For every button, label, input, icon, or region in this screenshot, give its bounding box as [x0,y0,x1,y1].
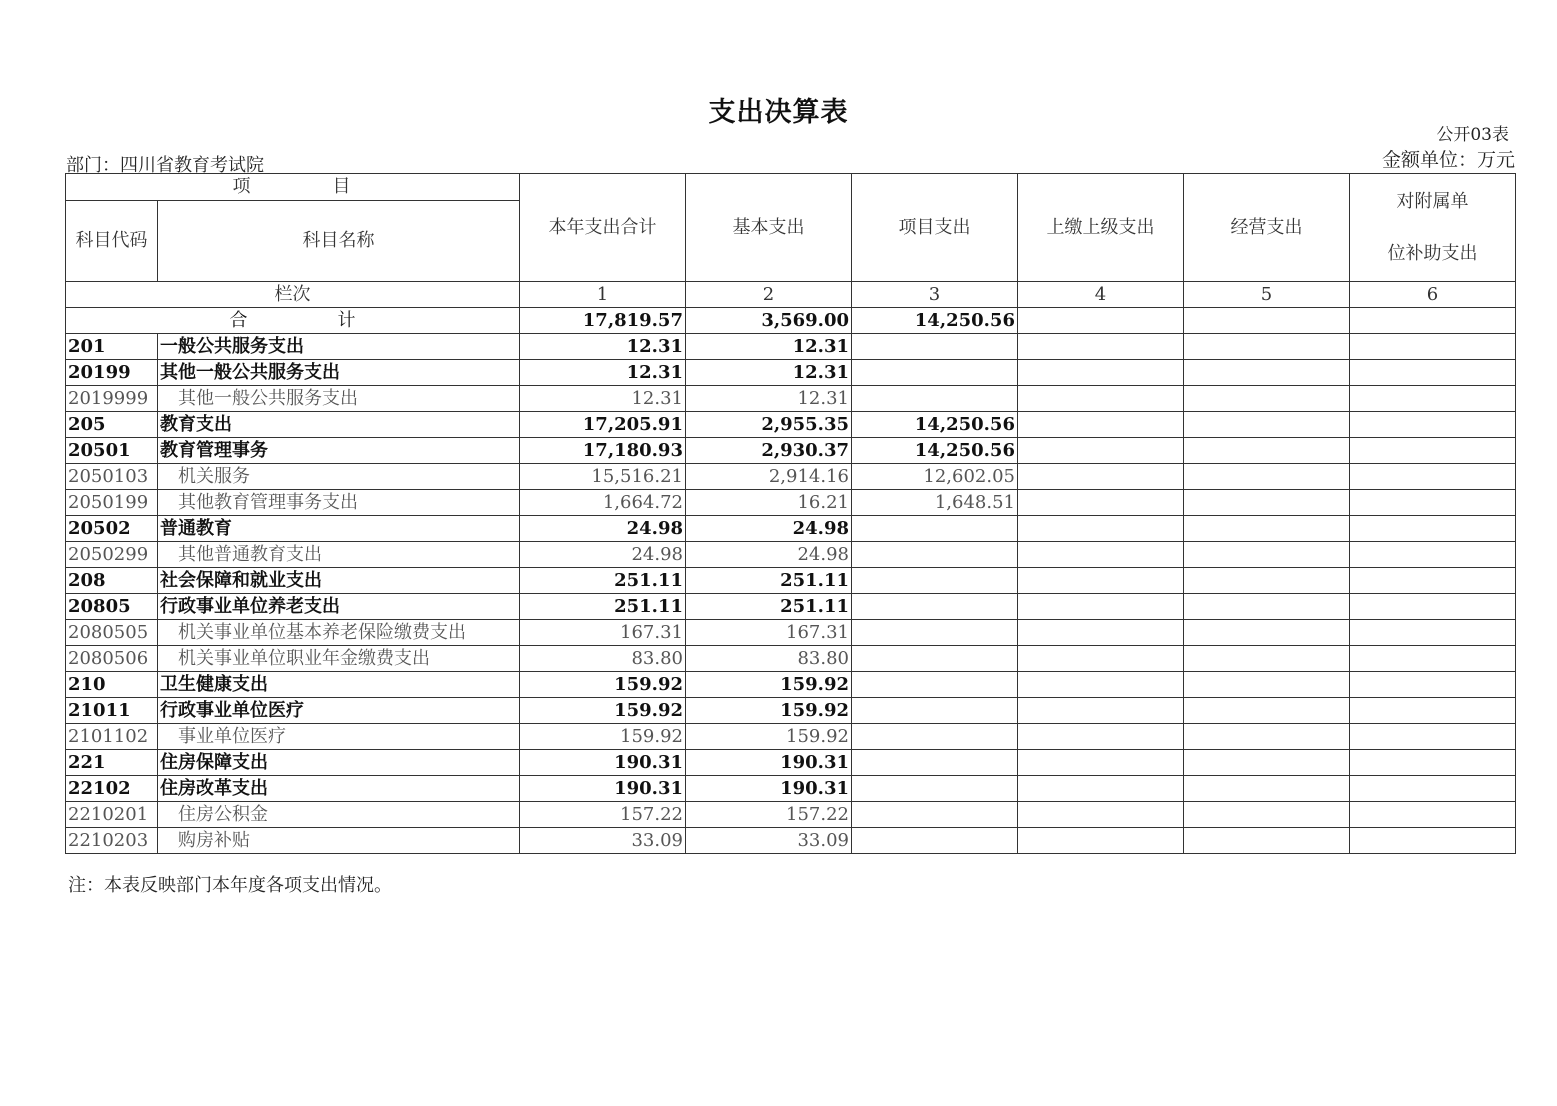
subject-code: 205 [66,412,158,438]
subject-name: 其他一般公共服务支出 [158,360,520,386]
amount-cell: 157.22 [520,802,686,828]
table-row [66,646,1516,672]
subject-code: 2050199 [66,490,158,516]
amount-cell [1184,516,1350,542]
total-value: 3,569.00 [686,308,852,334]
table-row [66,776,1516,802]
table-row [66,750,1516,776]
col-header-subsidy-line2: 位补助支出 [1387,242,1478,264]
col-header-operating: 经营支出 [1184,174,1350,282]
subject-name: 事业单位医疗 [158,724,520,750]
amount-cell [1350,776,1516,802]
amount-cell [1350,334,1516,360]
amount-cell [852,360,1018,386]
subject-name: 住房公积金 [158,802,520,828]
amount-cell [1184,438,1350,464]
subject-code: 201 [66,334,158,360]
amount-cell: 159.92 [520,698,686,724]
table-row [66,334,1516,360]
amount-cell: 16.21 [686,490,852,516]
subject-name: 行政事业单位养老支出 [158,594,520,620]
table-row [66,698,1516,724]
amount-cell: 159.92 [686,672,852,698]
subject-name: 教育管理事务 [158,438,520,464]
amount-cell [852,750,1018,776]
col-number: 3 [852,282,1018,308]
table-row [66,620,1516,646]
column-number-row [66,282,1516,308]
total-value: 14,250.56 [852,308,1018,334]
amount-cell [1350,490,1516,516]
amount-cell [1018,360,1184,386]
amount-cell: 24.98 [686,542,852,568]
amount-cell [1184,542,1350,568]
amount-cell [852,386,1018,412]
subject-name: 行政事业单位医疗 [158,698,520,724]
subject-code: 2019999 [66,386,158,412]
amount-cell [1184,490,1350,516]
subject-code: 20502 [66,516,158,542]
table-body [66,334,1516,854]
subject-name: 机关事业单位职业年金缴费支出 [158,646,520,672]
subject-code: 208 [66,568,158,594]
amount-cell [1184,698,1350,724]
amount-cell [1184,724,1350,750]
amount-cell: 2,930.37 [686,438,852,464]
amount-cell [1184,828,1350,854]
amount-cell: 159.92 [686,698,852,724]
col-header-subsidy-line1: 对附属单 [1396,190,1469,212]
amount-cell [1018,412,1184,438]
department-label: 部门：四川省教育考试院 [66,155,264,176]
row-label: 栏次 [66,282,520,308]
subject-code: 221 [66,750,158,776]
amount-cell [852,542,1018,568]
amount-cell [1018,334,1184,360]
amount-cell: 17,205.91 [520,412,686,438]
amount-cell [1018,438,1184,464]
amount-cell: 167.31 [520,620,686,646]
amount-cell [1018,698,1184,724]
amount-cell [1350,386,1516,412]
amount-cell [852,828,1018,854]
group-header: 项 目 [66,174,520,201]
amount-cell [1350,698,1516,724]
subject-name: 普通教育 [158,516,520,542]
amount-cell [1018,516,1184,542]
total-value [1018,308,1184,334]
amount-cell [1018,828,1184,854]
amount-cell [1184,568,1350,594]
amount-cell [1184,464,1350,490]
form-number: 公开03表 [1436,125,1509,145]
amount-cell [1350,802,1516,828]
amount-cell [1018,802,1184,828]
amount-cell [1350,620,1516,646]
subject-name: 机关事业单位基本养老保险缴费支出 [158,620,520,646]
amount-cell: 17,180.93 [520,438,686,464]
table-row [66,438,1516,464]
amount-cell [1350,646,1516,672]
subject-name: 住房改革支出 [158,776,520,802]
amount-cell [852,698,1018,724]
amount-cell: 24.98 [520,542,686,568]
amount-cell [852,594,1018,620]
amount-cell: 12,602.05 [852,464,1018,490]
amount-cell [1350,438,1516,464]
table-row [66,490,1516,516]
subject-name: 其他一般公共服务支出 [158,386,520,412]
amount-cell [852,672,1018,698]
page-title: 支出决算表 [708,97,849,128]
amount-cell [1018,568,1184,594]
col-header-subsidy [1350,174,1516,282]
col-header-project: 项目支出 [852,174,1018,282]
subject-name: 购房补贴 [158,828,520,854]
amount-cell: 12.31 [520,360,686,386]
amount-cell: 14,250.56 [852,438,1018,464]
subject-code: 20805 [66,594,158,620]
col-number: 1 [520,282,686,308]
amount-cell: 83.80 [520,646,686,672]
subject-name: 一般公共服务支出 [158,334,520,360]
subject-name: 其他教育管理事务支出 [158,490,520,516]
col-number: 6 [1350,282,1516,308]
amount-cell: 12.31 [686,334,852,360]
col-header-total: 本年支出合计 [520,174,686,282]
amount-cell [1018,672,1184,698]
amount-cell [1184,360,1350,386]
amount-cell: 190.31 [686,776,852,802]
subject-code: 2210201 [66,802,158,828]
table-row [66,386,1516,412]
table-row [66,724,1516,750]
amount-cell [852,568,1018,594]
amount-cell [1350,568,1516,594]
table-row [66,464,1516,490]
amount-cell: 2,955.35 [686,412,852,438]
amount-cell: 251.11 [686,594,852,620]
amount-cell [1184,620,1350,646]
amount-cell [852,334,1018,360]
amount-cell [1184,386,1350,412]
subject-code: 22102 [66,776,158,802]
subject-code: 210 [66,672,158,698]
amount-cell [1184,750,1350,776]
table-row [66,516,1516,542]
amount-cell [1350,542,1516,568]
amount-cell [1184,802,1350,828]
amount-cell: 12.31 [520,334,686,360]
subject-name: 其他普通教育支出 [158,542,520,568]
amount-cell [1018,594,1184,620]
subject-code: 20199 [66,360,158,386]
amount-cell [1350,750,1516,776]
col-header-code: 科目代码 [66,201,158,282]
table-row [66,568,1516,594]
amount-cell [852,516,1018,542]
amount-cell [852,802,1018,828]
table-row [66,412,1516,438]
amount-cell: 15,516.21 [520,464,686,490]
amount-cell: 251.11 [686,568,852,594]
subject-code: 2101102 [66,724,158,750]
amount-cell [1018,464,1184,490]
table-row [66,828,1516,854]
amount-cell: 83.80 [686,646,852,672]
subject-code: 21011 [66,698,158,724]
amount-cell [1018,386,1184,412]
subject-code: 20501 [66,438,158,464]
subject-code: 2210203 [66,828,158,854]
amount-cell [1184,594,1350,620]
subject-name: 卫生健康支出 [158,672,520,698]
subject-name: 教育支出 [158,412,520,438]
subject-code: 2050299 [66,542,158,568]
amount-cell [1350,464,1516,490]
amount-cell: 2,914.16 [686,464,852,490]
header-row-1 [66,174,1516,201]
subject-code: 2080505 [66,620,158,646]
amount-cell: 251.11 [520,568,686,594]
amount-cell [1018,776,1184,802]
table-row [66,542,1516,568]
col-number: 2 [686,282,852,308]
amount-cell [1018,646,1184,672]
amount-cell [1184,776,1350,802]
amount-cell: 33.09 [686,828,852,854]
amount-cell: 157.22 [686,802,852,828]
total-row [66,308,1516,334]
amount-cell: 159.92 [520,724,686,750]
amount-cell [852,776,1018,802]
amount-cell: 1,664.72 [520,490,686,516]
amount-cell: 159.92 [686,724,852,750]
total-label: 合计 [66,308,520,334]
amount-cell [1350,412,1516,438]
total-value [1184,308,1350,334]
amount-cell: 12.31 [520,386,686,412]
col-number: 5 [1184,282,1350,308]
amount-cell: 190.31 [520,750,686,776]
expenditure-table [65,173,1516,854]
amount-cell [1184,334,1350,360]
total-value [1350,308,1516,334]
amount-cell [1018,750,1184,776]
table-row [66,802,1516,828]
amount-cell: 251.11 [520,594,686,620]
amount-cell: 190.31 [520,776,686,802]
amount-unit-label: 金额单位：万元 [1381,149,1515,171]
amount-cell [1350,724,1516,750]
table-row [66,594,1516,620]
total-value: 17,819.57 [520,308,686,334]
amount-cell [852,646,1018,672]
amount-cell [1184,672,1350,698]
amount-cell: 159.92 [520,672,686,698]
subject-code: 2050103 [66,464,158,490]
amount-cell [1350,594,1516,620]
subject-code: 2080506 [66,646,158,672]
amount-cell [1018,724,1184,750]
col-number: 4 [1018,282,1184,308]
amount-cell [1350,672,1516,698]
col-header-name: 科目名称 [158,201,520,282]
amount-cell [1018,542,1184,568]
amount-cell: 190.31 [686,750,852,776]
amount-cell: 33.09 [520,828,686,854]
col-header-basic: 基本支出 [686,174,852,282]
amount-cell [1350,828,1516,854]
amount-cell [1184,646,1350,672]
amount-cell: 24.98 [520,516,686,542]
subject-name: 住房保障支出 [158,750,520,776]
amount-cell: 12.31 [686,386,852,412]
amount-cell [1018,490,1184,516]
table-row [66,360,1516,386]
subject-name: 社会保障和就业支出 [158,568,520,594]
amount-cell [1184,412,1350,438]
amount-cell: 167.31 [686,620,852,646]
table-row [66,672,1516,698]
amount-cell [852,724,1018,750]
subject-name: 机关服务 [158,464,520,490]
amount-cell: 14,250.56 [852,412,1018,438]
amount-cell [852,620,1018,646]
amount-cell: 24.98 [686,516,852,542]
footnote: 注：本表反映部门本年度各项支出情况。 [68,875,392,896]
col-header-remit: 上缴上级支出 [1018,174,1184,282]
amount-cell [1350,516,1516,542]
amount-cell: 12.31 [686,360,852,386]
amount-cell: 1,648.51 [852,490,1018,516]
amount-cell [1018,620,1184,646]
amount-cell [1350,360,1516,386]
